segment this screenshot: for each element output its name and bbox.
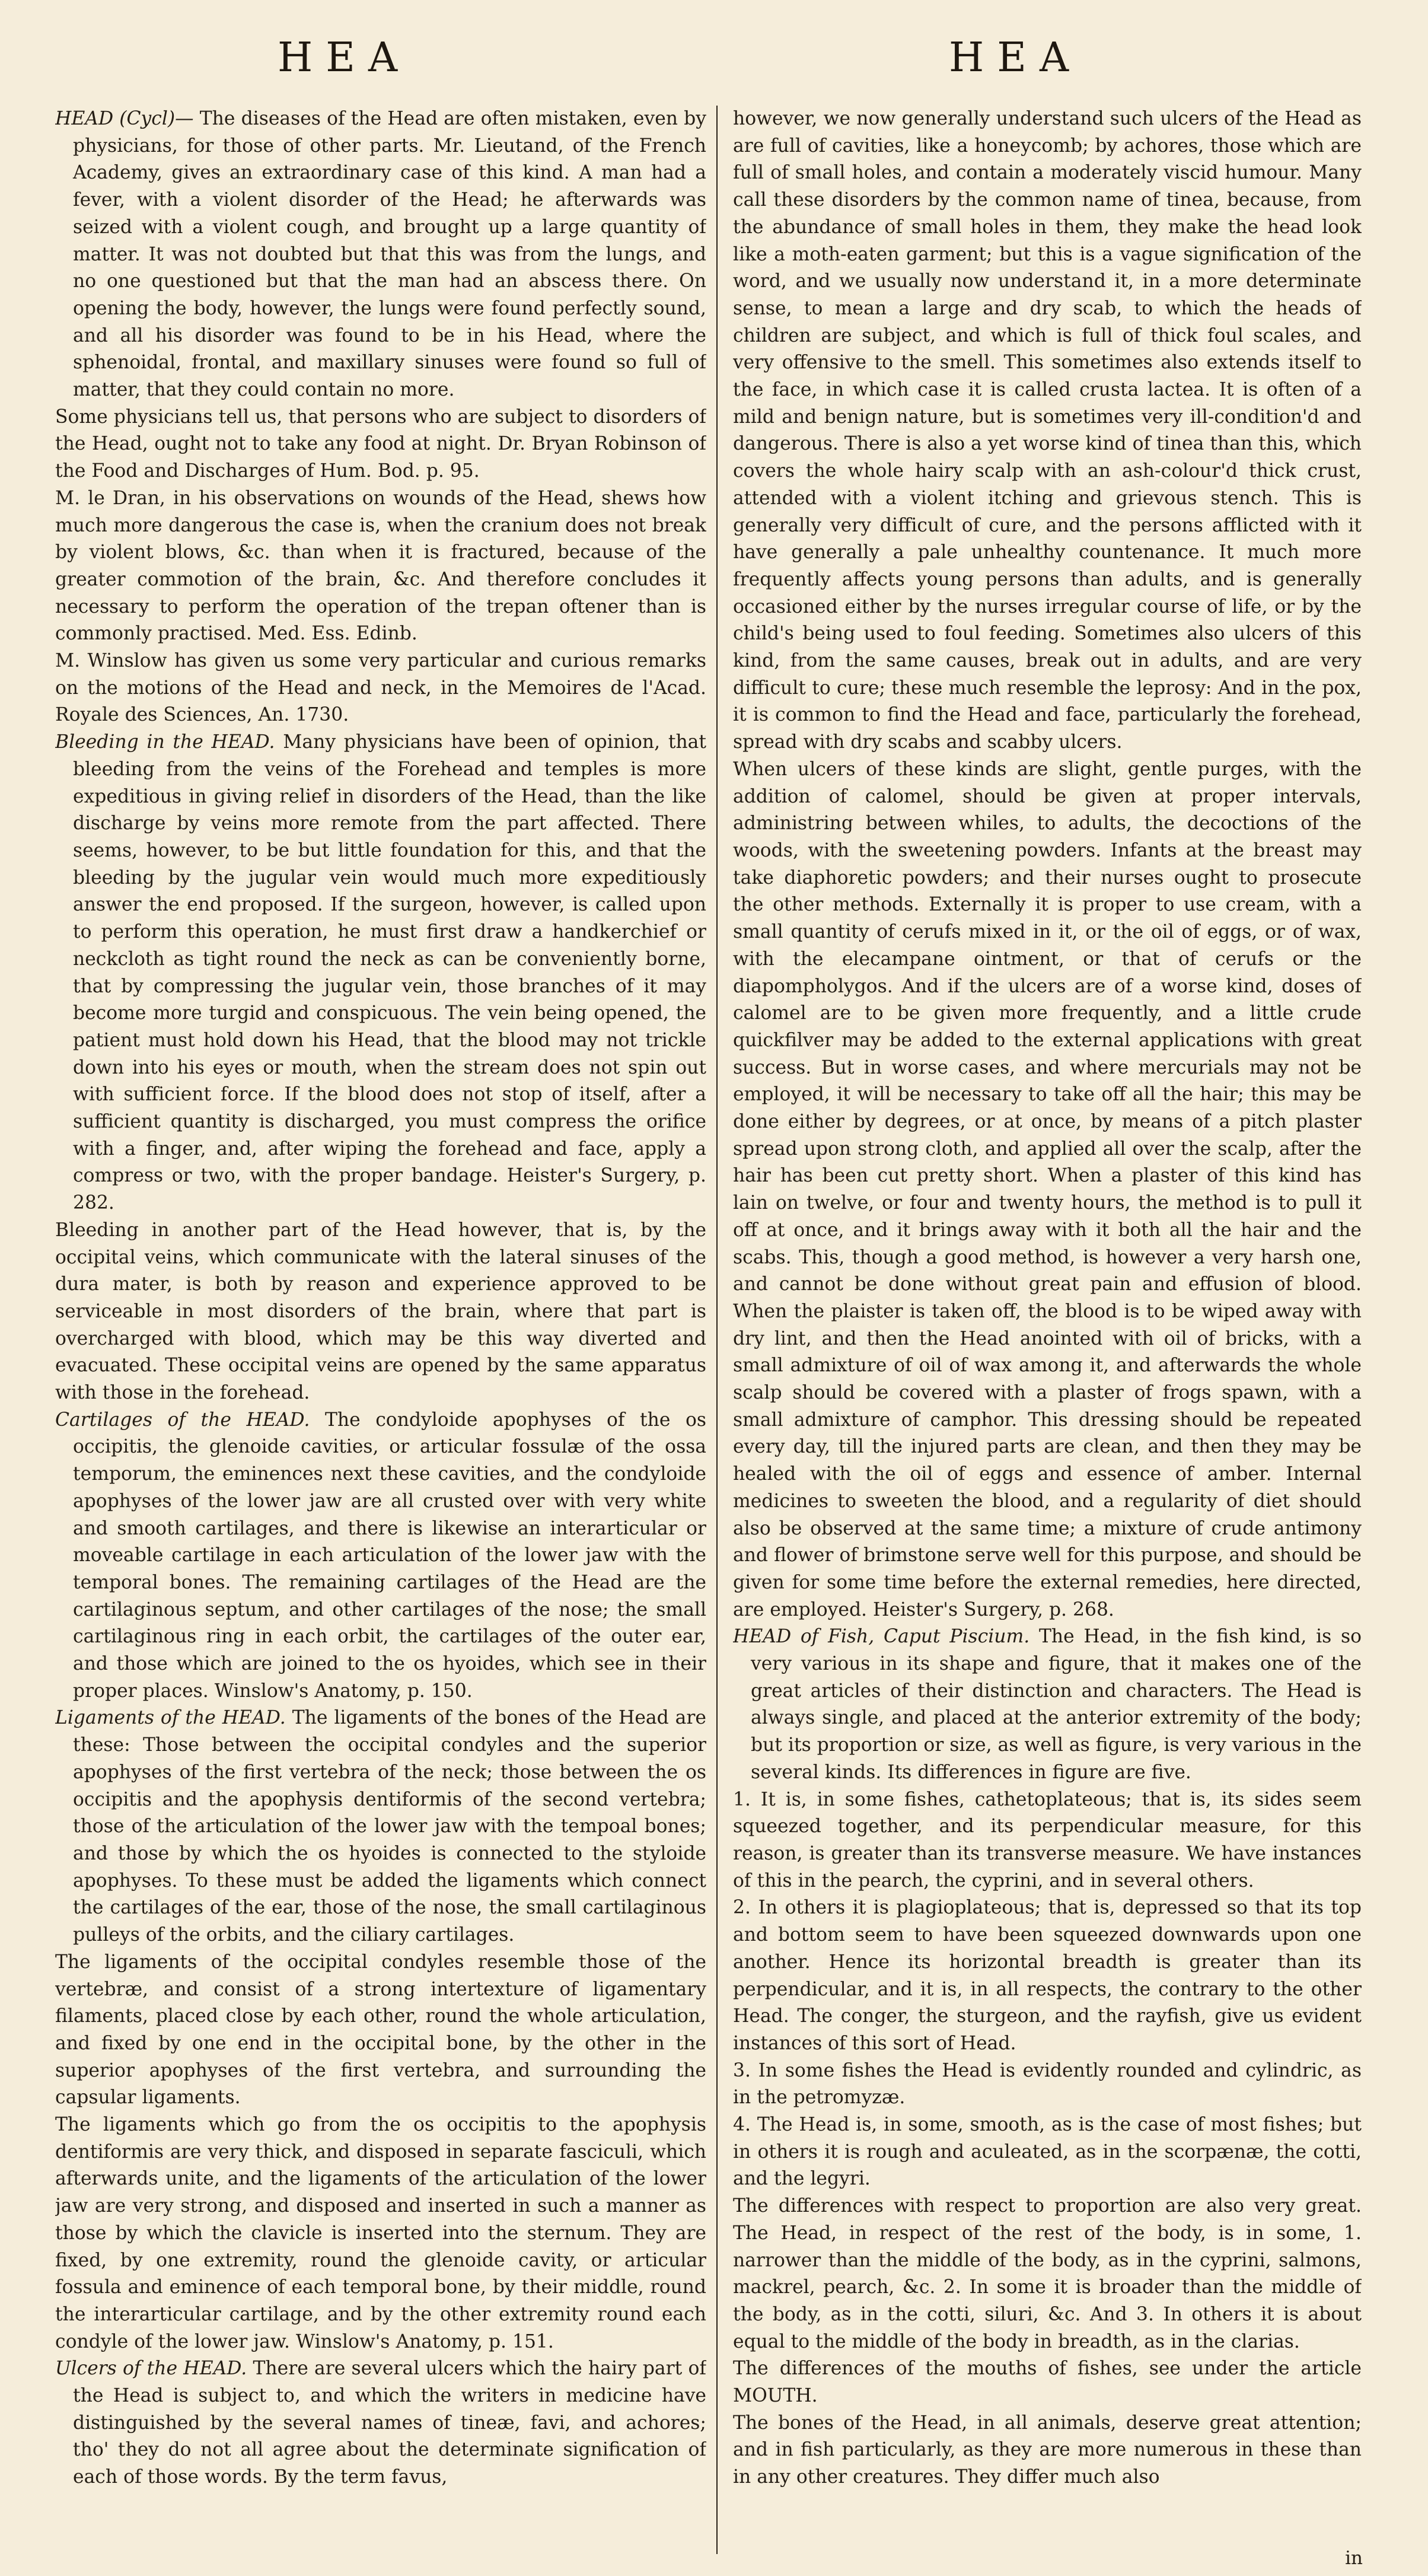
left-paragraph xyxy=(55,485,706,648)
entry-text: M. le Dran, in his observations on wounds of the Head, shews how much more dangerous the case is, when the cranium does not break by violent blows, &c. than when it is fractured, because of the greater commotion of the brain, &c. And therefore concludes it necessary to perform the operation of the trepan oftener than is commonly practised. Med. Ess. Edinb. xyxy=(55,487,706,645)
running-head-left: HEA xyxy=(278,34,411,81)
entry-text: The diseases of the Head are often mistaken, even by physicians, for those of other parts. Mr. Lieutand, of the French Academy, gives an extraordinary case of this kind. A man had a fever, with a violent disorder of the Head; he afterwards was seized with a violent cough, and brought up a large quantity of matter. It was not doubted but that this was from the lungs, and no one questioned but that the man had an abscess there. On opening the body, however, the lungs were found perfectly sound, and all his disorder was found to be in his Head, where the sphenoidal, frontal, and maxillary sinuses were found so full of matter, that they could contain no more. xyxy=(73,108,706,401)
right-paragraph xyxy=(733,106,1362,756)
right-paragraph xyxy=(733,2355,1362,2409)
entry-text: There are several ulcers which the hairy part of the Head is subject to, and which the writers in medicine have distinguished by the several names of tineæ, favi, and achores; tho' they do not all agree about the determinate signification of each of those words. By the term favus, xyxy=(73,2358,706,2488)
right-column xyxy=(733,106,1362,2567)
left-paragraph xyxy=(55,106,706,404)
entry-heading: Ligaments of the HEAD. xyxy=(55,1707,286,1729)
entry-heading: HEAD (Cycl)— xyxy=(55,108,194,129)
entry-heading: Bleeding in the HEAD. xyxy=(55,731,275,753)
left-paragraph xyxy=(55,1949,706,2112)
entry-heading: Ulcers of the HEAD. xyxy=(55,2358,247,2380)
entry-text: however, we now generally understand such ulcers of the Head as are full of cavities, like a honeycomb; by achores, those which are full of small holes, and contain a moderately viscid humour. Many call these disorders by the common name of tinea, because, from the abundance of small holes in them, they make the head look like a moth-eaten garment; but this is a vague signification of the word, and we usually now understand it, in a more determinate sense, to mean a large and dry scab, to which the heads of children are subject, and which is full of thick foul scales, and very offensive to the smell. This sometimes also extends itself to the face, in which case it is called crusta lactea. It is often of a mild and benign nature, but is sometimes very ill-condition'd and dangerous. There is also a yet worse kind of tinea than this, which covers the whole hairy scalp with an ash-colour'd thick crust, attended with a violent itching and grievous stench. This is generally very difficult of cure, and the persons afflicted with it have generally a pale unhealthy countenance. It much more frequently affects young persons than adults, and is generally occasioned either by the nurses irregular course of life, or by the child's being used to foul feeding. Sometimes also ulcers of this kind, from the same causes, break out in adults, and are very difficult to cure; these much resemble the leprosy: And in the pox, it is common to find the Head and face, particularly the forehead, spread with dry scabs and scabby ulcers. xyxy=(733,108,1362,753)
entry-text: 3. In some fishes the Head is evidently rounded and cylindric, as in the petromyzæ. xyxy=(733,2059,1362,2109)
right-paragraph xyxy=(733,2058,1362,2112)
entry-text: Many physicians have been of opinion, that bleeding from the veins of the Forehead and temples is more expeditious in giving relief in disorders of the Head, than the like discharge by veins more remote from the part affected. There seems, however, to be but little foundation for this, and that the bleeding by the jugular vein would much more expeditiously answer the end proposed. If the surgeon, however, is called upon to perform this operation, he must first draw a handkerchief or neckcloth as tight round the neck as can be conveniently borne, that by compressing the jugular vein, those branches of it may become more turgid and conspicuous. The vein being opened, the patient must hold down his Head, that the blood may not trickle down into his eyes or mouth, when the stream does not spin out with sufficient force. If the blood does not stop of itself, after a sufficient quantity is discharged, you must compress the orifice with a finger, and, after wiping the forehead and face, apply a compress or two, with the proper bandage. Heister's Surgery, p. 282. xyxy=(73,731,706,1214)
entry-text: Bleeding in another part of the Head however, that is, by the occipital veins, which communicate with the lateral sinuses of the dura mater, is both by reason and experience approved to be serviceable in most disorders of the brain, where that part is overcharged with blood, which may be this way diverted and evacuated. These occipital veins are opened by the same apparatus with those in the forehead. xyxy=(55,1219,706,1404)
right-paragraph xyxy=(733,1787,1362,1895)
left-paragraph xyxy=(55,404,706,485)
right-paragraph xyxy=(733,2112,1362,2193)
entry-text: The Head, in the fish kind, is so very various in its shape and figure, that it makes one of the great articles of their distinction and characters. The Head is always single, and placed at the anterior extremity of the body; but its proportion or size, as well as figure, is very various in the several kinds. Its differences in figure are five. xyxy=(751,1626,1362,1783)
entry-text: 2. In others it is plagioplateous; that is, depressed so that its top and bottom seem to have been squeezed downwards upon one another. Hence its horizontal breadth is greater than its perpendicular, and it is, in all respects, the contrary to the other Head. The conger, the sturgeon, and the rayfish, give us evident instances of this sort of Head. xyxy=(733,1897,1362,2054)
left-paragraph xyxy=(55,2355,706,2491)
right-paragraph xyxy=(733,756,1362,1624)
entry-text: The ligaments of the occipital condyles resemble those of the vertebræ, and consist of a strong intertexture of ligamentary filaments, placed close by each other, round the whole articulation, and fixed by one end in the occipital bone, by the other in the superior apophyses of the first vertebra, and surrounding the capsular ligaments. xyxy=(55,1951,706,2109)
entry-heading: HEAD of Fish, Caput Piscium. xyxy=(733,1626,1030,1648)
entry-text: 4. The Head is, in some, smooth, as is the case of most fishes; but in others it is rough and aculeated, as in the scorpænæ, the cotti, and the legyri. xyxy=(733,2114,1362,2190)
left-paragraph xyxy=(55,1217,706,1407)
entry-text: The ligaments of the bones of the Head are these: Those between the occipital condyles and the superior apophyses of the first vertebra of the neck; those between the os occipitis and the apophysis dentiformis of the second vertebra; those of the articulation of the lower jaw with the tempoal bones; and those by which the os hyoides is connected to the styloide apophyses. To these must be added the ligaments which connect the cartilages of the ear, those of the nose, the small cartilaginous pulleys of the orbits, and the ciliary cartilages. xyxy=(73,1707,706,1946)
entry-text: M. Winslow has given us some very particular and curious remarks on the motions of the Head and neck, in the Memoires de l'Acad. Royale des Sciences, An. 1730. xyxy=(55,650,706,726)
right-paragraph xyxy=(733,2193,1362,2355)
left-paragraph xyxy=(55,648,706,729)
entry-text: 1. It is, in some fishes, cathetoplateous; that is, its sides seem squeezed together, and its perpendicular measure, for this reason, is greater than its transverse measure. We have instances of this in the pearch, the cyprini, and in several others. xyxy=(733,1788,1362,1892)
left-paragraph xyxy=(55,729,706,1217)
right-paragraph xyxy=(733,2410,1362,2491)
right-paragraph xyxy=(733,1894,1362,2057)
entry-text: Some physicians tell us, that persons who are subject to disorders of the Head, ought not to take any food at night. Dr. Bryan Robinson of the Food and Discharges of Hum. Bod. p. 95. xyxy=(55,406,706,482)
entry-text: The bones of the Head, in all animals, deserve great attention; and in fish particularly, as they are more numerous in these than in any other creatures. They differ much also xyxy=(733,2412,1362,2488)
left-paragraph xyxy=(55,2112,706,2355)
running-head-right: HEA xyxy=(949,34,1082,81)
left-paragraph xyxy=(55,1705,706,1948)
column-rule xyxy=(716,106,718,2554)
entry-text: The condyloide apophyses of the os occipitis, the glenoide cavities, or articular fossulæ of the ossa temporum, the eminences next these cavities, and the condyloide apophyses of the lower jaw are all crusted over with very white and smooth cartilages, and there is likewise an interarticular or moveable cartilage in each articulation of the lower jaw with the temporal bones. The remaining cartilages of the Head are the cartilaginous septum, and other cartilages of the nose; the small cartilaginous ring in each orbit, the cartilages of the outer ear, and those which are joined to the os hyoides, which see in their proper places. Winslow's Anatomy, p. 150. xyxy=(73,1409,706,1702)
left-column xyxy=(55,106,706,2567)
entry-text: The ligaments which go from the os occipitis to the apophysis dentiformis are very thick, and disposed in separate fasciculi, which afterwards unite, and the ligaments of the articulation of the lower jaw are very strong, and disposed and inserted in such a manner as those by which the clavicle is inserted into the sternum. They are fixed, by one extremity, round the glenoide cavity, or articular fossula and eminence of each temporal bone, by their middle, round the interarticular cartilage, and by the other extremity round each condyle of the lower jaw. Winslow's Anatomy, p. 151. xyxy=(55,2114,706,2352)
catchword: in xyxy=(1345,2548,1363,2569)
entry-text: The differences with respect to proportion are also very great. The Head, in respect of the rest of the body, is in some, 1. narrower than the middle of the body, as in the cyprini, salmons, mackrel, pearch, &c. 2. In some it is broader than the middle of the body, as in the cotti, siluri, &c. And 3. In others it is about equal to the middle of the body in breadth, as in the clarias. xyxy=(733,2195,1362,2352)
entry-heading: Cartilages of the HEAD. xyxy=(55,1409,310,1431)
left-paragraph xyxy=(55,1407,706,1705)
right-paragraph xyxy=(733,1623,1362,1786)
entry-text: When ulcers of these kinds are slight, gentle purges, with the addition of calomel, should be given at proper intervals, administring between whiles, to adults, the decoctions of the woods, with the sweetening powders. Infants at the breast may take diaphoretic powders; and their nurses ought to prosecute the other methods. Externally it is proper to use cream, with a small quantity of cerufs mixed in it, or the oil of eggs, or of wax, with the elecampane ointment, or that of cerufs or the diapompholygos. And if the ulcers are of a worse kind, doses of calomel are to be given more frequently, and a little crude quickfilver may be added to the external applications with great success. But in worse cases, and where mercurials may not be employed, it will be necessary to take off all the hair; this may be done either by degrees, or at once, by means of a pitch plaster spread upon strong cloth, and applied all over the scalp, after the hair has been cut pretty short. When a plaster of this kind has lain on twelve, or four and twenty hours, the method is to pull it off at once, and it brings away with it both all the hair and the scabs. This, though a good method, is however a very harsh one, and cannot be done without great pain and effusion of blood. When the plaister is taken off, the blood is to be wiped away with dry lint, and then the Head anointed with oil of bricks, with a small admixture of oil of wax among it, and afterwards the whole scalp should be covered with a plaster of frogs spawn, with a small admixture of camphor. This dressing should be repeated every day, till the injured parts are clean, and then they may be healed with the oil of eggs and essence of amber. Internal medicines to sweeten the blood, and a regularity of diet should also be observed at the same time; a mixture of crude antimony and flower of brimstone serve well for this purpose, and should be given for some time before the external remedies, here directed, are employed. Heister's Surgery, p. 268. xyxy=(733,758,1362,1620)
entry-text: The differences of the mouths of fishes, see under the article MOUTH. xyxy=(733,2358,1362,2407)
